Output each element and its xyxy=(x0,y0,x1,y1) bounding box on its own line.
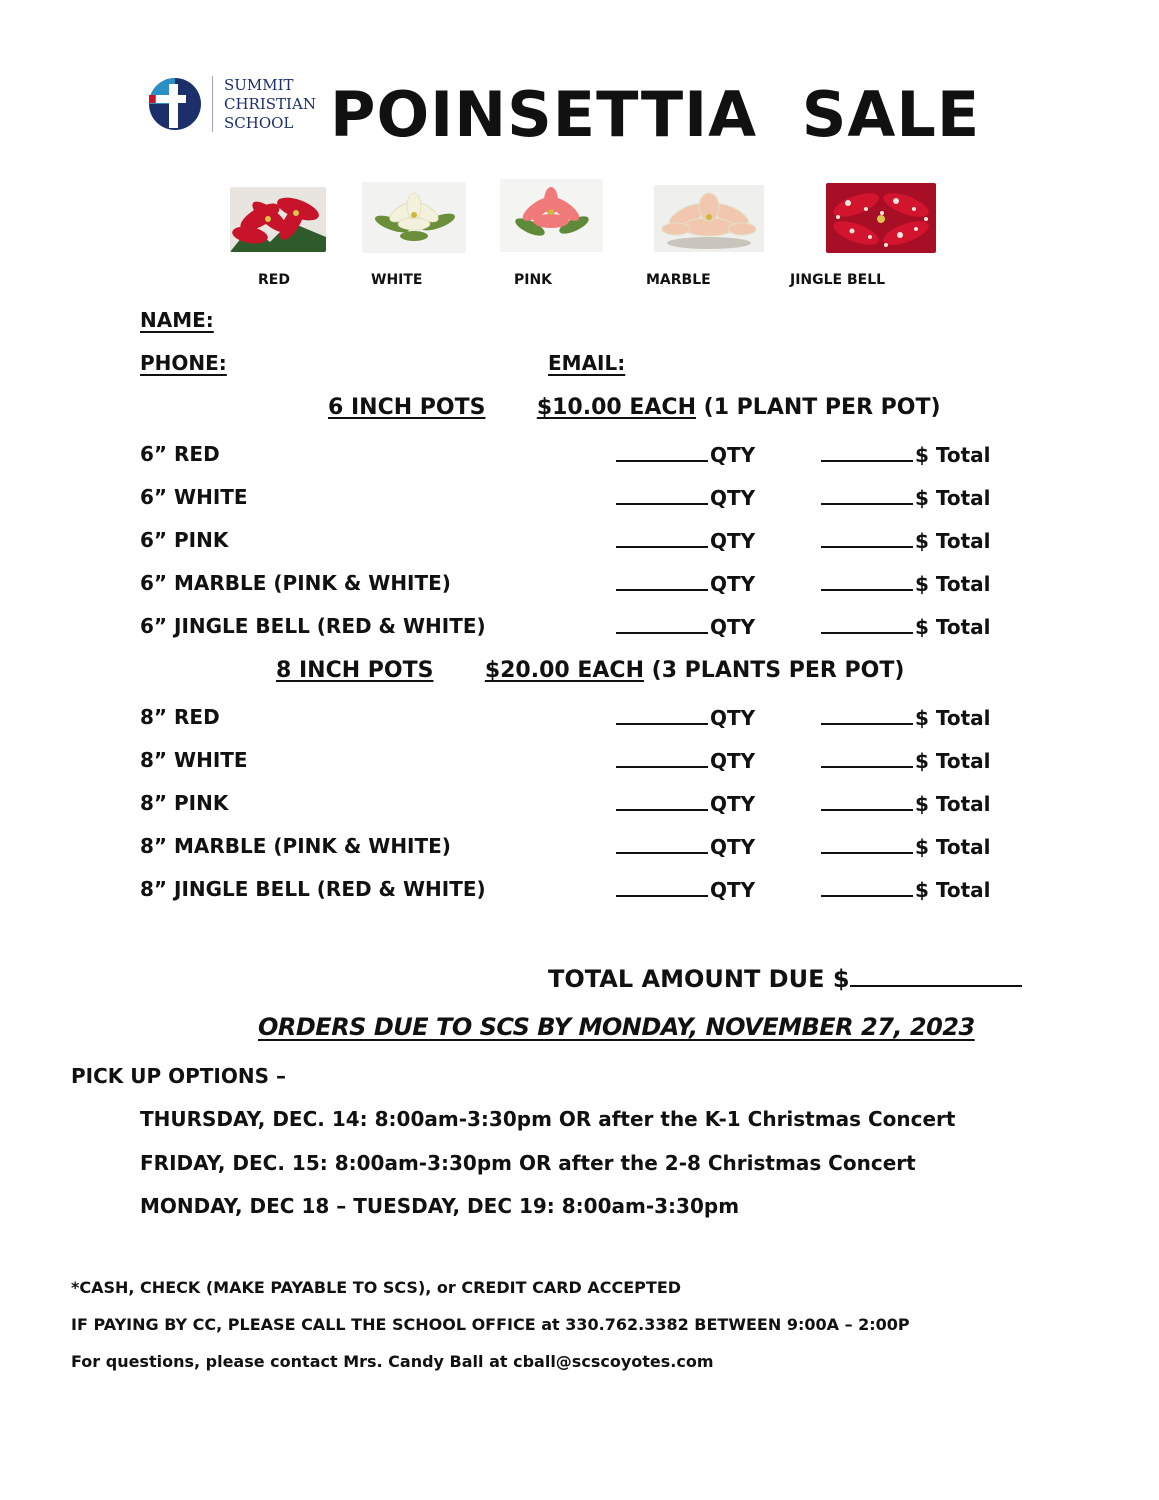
total-amount-due[interactable]: TOTAL AMOUNT DUE $ xyxy=(548,965,1024,993)
email-label: EMAIL: xyxy=(548,351,626,375)
qty-field[interactable]: QTY xyxy=(616,877,755,902)
qty-field[interactable]: QTY xyxy=(616,791,755,816)
total-field[interactable]: $ Total xyxy=(821,834,991,859)
contact-note: For questions, please contact Mrs. Candy Ball at cball@scscoyotes.com xyxy=(71,1352,714,1371)
total-field[interactable]: $ Total xyxy=(821,571,991,596)
payment-note: *CASH, CHECK (MAKE PAYABLE TO SCS), or CREDIT CARD ACCEPTED xyxy=(71,1278,682,1297)
school-name: SUMMIT CHRISTIAN SCHOOL xyxy=(224,76,316,132)
phone-label: PHONE: xyxy=(140,351,227,375)
qty-field[interactable]: QTY xyxy=(616,571,755,596)
logo-divider xyxy=(212,76,213,132)
list-item: 6” MARBLE (PINK & WHITE) xyxy=(140,571,451,595)
total-field[interactable]: $ Total xyxy=(821,528,991,553)
list-item: 8” WHITE xyxy=(140,748,248,772)
total-field[interactable]: $ Total xyxy=(821,748,991,773)
list-item: 6” RED xyxy=(140,442,220,466)
white-poinsettia-photo xyxy=(362,182,466,253)
qty-field[interactable]: QTY xyxy=(616,442,755,467)
list-item: 8” RED xyxy=(140,705,220,729)
label-jingle-bell: JINGLE BELL xyxy=(790,272,886,288)
total-field[interactable]: $ Total xyxy=(821,877,991,902)
red-poinsettia-photo xyxy=(230,187,326,252)
name-label: NAME: xyxy=(140,308,214,332)
marble-poinsettia-photo xyxy=(654,185,764,252)
label-white: WHITE xyxy=(371,272,423,288)
list-item: 8” PINK xyxy=(140,791,229,815)
label-marble: MARBLE xyxy=(646,272,711,288)
qty-field[interactable]: QTY xyxy=(616,748,755,773)
eight-inch-header: 8 INCH POTS $20.00 EACH (3 PLANTS PER POT) xyxy=(276,658,905,683)
list-item: 8” MARBLE (PINK & WHITE) xyxy=(140,834,451,858)
jingle-bell-poinsettia-photo xyxy=(826,183,936,253)
pink-poinsettia-photo xyxy=(500,179,603,252)
total-field[interactable]: $ Total xyxy=(821,442,991,467)
total-field[interactable]: $ Total xyxy=(821,614,991,639)
list-item: 6” WHITE xyxy=(140,485,248,509)
total-field[interactable]: $ Total xyxy=(821,485,991,510)
six-inch-header: 6 INCH POTS $10.00 EACH (1 PLANT PER POT) xyxy=(328,395,941,420)
orders-due-notice: ORDERS DUE TO SCS BY MONDAY, NOVEMBER 27, 2023 xyxy=(258,1013,975,1041)
qty-field[interactable]: QTY xyxy=(616,705,755,730)
qty-field[interactable]: QTY xyxy=(616,528,755,553)
credit-card-note: IF PAYING BY CC, PLEASE CALL THE SCHOOL OFFICE at 330.762.3382 BETWEEN 9:00A – 2:00P xyxy=(71,1315,910,1334)
total-field[interactable]: $ Total xyxy=(821,705,991,730)
label-pink: PINK xyxy=(514,272,553,288)
pickup-option: MONDAY, DEC 18 – TUESDAY, DEC 19: 8:00am-3:30pm xyxy=(140,1194,740,1218)
total-field[interactable]: $ Total xyxy=(821,791,991,816)
list-item: 6” PINK xyxy=(140,528,229,552)
pickup-title: PICK UP OPTIONS – xyxy=(71,1064,286,1088)
label-red: RED xyxy=(258,272,290,288)
list-item: 6” JINGLE BELL (RED & WHITE) xyxy=(140,614,486,638)
pickup-option: FRIDAY, DEC. 15: 8:00am-3:30pm OR after the 2-8 Christmas Concert xyxy=(140,1151,916,1175)
qty-field[interactable]: QTY xyxy=(616,485,755,510)
page-title: POINSETTIA SALE xyxy=(330,78,981,151)
pickup-option: THURSDAY, DEC. 14: 8:00am-3:30pm OR after the K-1 Christmas Concert xyxy=(140,1107,956,1131)
qty-field[interactable]: QTY xyxy=(616,614,755,639)
list-item: 8” JINGLE BELL (RED & WHITE) xyxy=(140,877,486,901)
qty-field[interactable]: QTY xyxy=(616,834,755,859)
